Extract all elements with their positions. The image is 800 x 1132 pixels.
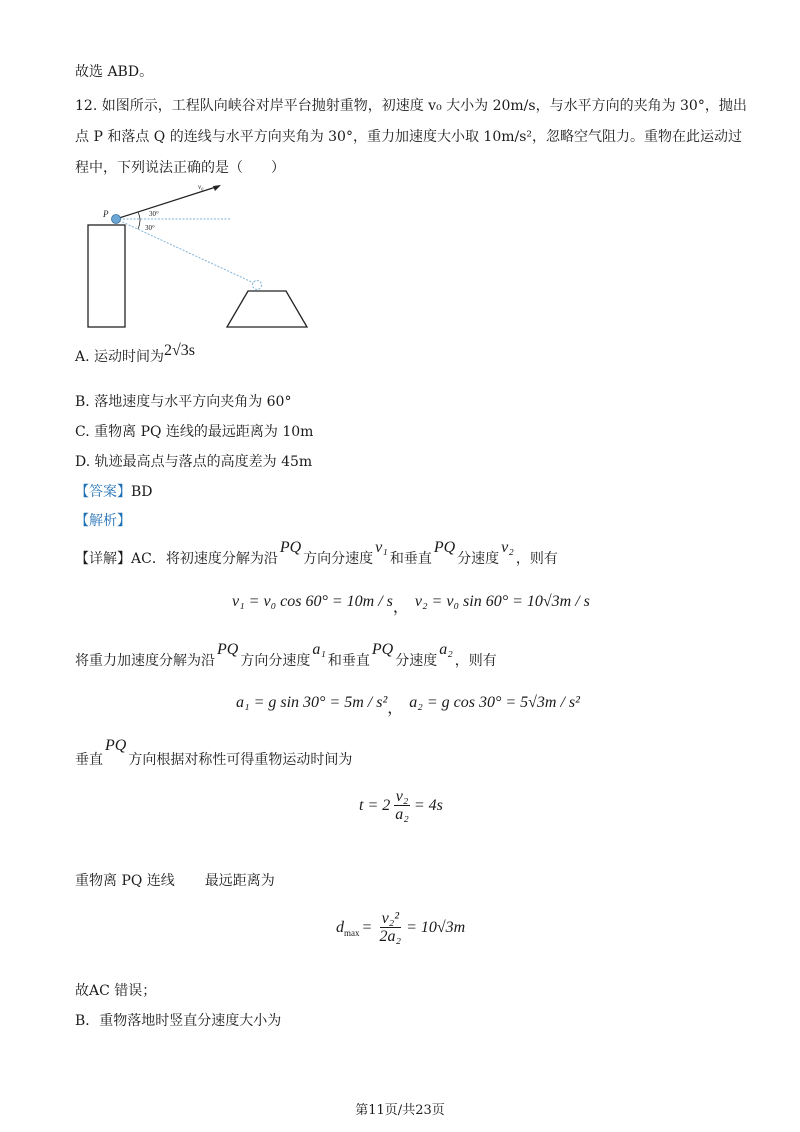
detail-line-6: B．重物落地时竖直分速度大小为 <box>75 1013 282 1029</box>
prev-answer: 故选 ABD。 <box>75 64 154 80</box>
ball-q <box>253 281 262 290</box>
option-b: B. 落地速度与水平方向夹角为 60° <box>75 394 292 410</box>
answer-row <box>75 482 153 502</box>
pq-line <box>116 219 256 284</box>
detail-line2-a1: a₁ <box>312 641 326 658</box>
detail-line-2 <box>75 641 497 673</box>
eq3-rhs: = 4s <box>413 796 443 814</box>
angle-arc-top <box>138 212 140 219</box>
eq1-right: v₂ = v₀ sin 60° = 10√3m / s <box>414 593 590 610</box>
detail-label: 【详解】 <box>75 551 131 567</box>
option-a-value: 2√3s <box>164 342 196 359</box>
equation-1 <box>232 590 590 614</box>
detail-line3-b: 方向根据对称性可得重物运动时间为 <box>128 752 353 768</box>
detail-line-3 <box>75 737 353 772</box>
angle-arc-bottom <box>138 219 140 229</box>
detail-line2-a: 将重力加速度分解为沿 <box>75 653 215 669</box>
projectile-figure <box>80 180 320 335</box>
eq3-num: v₂ <box>395 788 409 805</box>
question-number: 12. <box>75 98 98 114</box>
option-c: C. 重物离 PQ 连线的最远距离为 10m <box>75 424 314 440</box>
detail-line-1 <box>75 539 558 571</box>
question-line-3: 程中，下列说法正确的是（ ） <box>75 160 285 176</box>
eq4-den: 2a₂ <box>379 928 402 945</box>
detail-line2-pq: PQ <box>217 641 239 658</box>
eq2-sep: ， <box>387 700 404 717</box>
equation-4 <box>336 910 465 945</box>
detail-line3-a: 垂直 <box>75 752 103 768</box>
eq2-left: a₁ = g sin 30° = 5m / s² <box>236 694 388 711</box>
option-a <box>75 343 195 371</box>
answer-label: 【答案】 <box>75 484 131 500</box>
eq3-lhs: t = 2 <box>359 796 391 814</box>
label-angle-top: 30° <box>149 210 159 218</box>
option-d: D. 轨迹最高点与落点的高度差为 45m <box>75 454 313 470</box>
label-angle-bottom: 30° <box>145 224 155 232</box>
detail-line2-c: 和垂直 <box>327 653 370 669</box>
eq3-fraction <box>393 788 411 823</box>
eq4-fraction <box>378 910 404 945</box>
right-platform <box>227 291 307 327</box>
eq4-num: v₂² <box>381 910 400 927</box>
detail-line4-b: 最远距离为 <box>204 873 275 889</box>
detail-line2-pq2: PQ <box>371 641 394 658</box>
eq4-lhs: d <box>336 918 344 936</box>
detail-line2-b: 方向分速度 <box>240 653 311 669</box>
detail-line1-pq2: PQ <box>433 539 456 556</box>
detail-line2-d: 分速度 <box>395 653 438 669</box>
equation-2 <box>236 691 580 715</box>
eq1-left: v₁ = v₀ cos 60° = 10m / s <box>232 593 393 610</box>
label-v0: v₀ <box>198 183 204 191</box>
eq2-right: a₂ = g cos 30° = 5√3m / s² <box>409 694 580 711</box>
v0-arrowhead <box>213 185 221 191</box>
detail-line1-e: ，则有 <box>515 551 558 567</box>
eq4-rhs: = 10√3m <box>406 918 466 936</box>
option-a-text: A. 运动时间为 <box>75 349 165 365</box>
v0-arrow <box>116 186 219 219</box>
eq4-eq: = <box>362 918 372 936</box>
analysis-label: 【解析】 <box>75 513 131 529</box>
question-line-2: 点 P 和落点 Q 的连线与水平方向夹角为 30°，重力加速度大小取 10m/s²，忽略空气阻力。重物在此运动过 <box>75 129 743 145</box>
detail-line2-e: ，则有 <box>454 653 497 669</box>
detail-line-4 <box>75 871 275 891</box>
detail-line-5: 故AC 错误； <box>75 983 157 999</box>
detail-line1-v2: v₂ <box>501 539 514 556</box>
detail-line2-a2: a₂ <box>439 641 453 658</box>
detail-line1-c: 和垂直 <box>389 551 432 567</box>
detail-line1-b: 方向分速度 <box>303 551 374 567</box>
detail-line1-pq: PQ <box>279 539 302 556</box>
detail-line1-v1: v₁ <box>375 539 388 556</box>
eq4-lhs-sub: max <box>344 927 360 938</box>
detail-line1-a: AC．将初速度分解为沿 <box>131 551 278 567</box>
eq3-den: a₂ <box>395 806 409 823</box>
detail-line3-pq: PQ <box>105 737 127 754</box>
left-cliff <box>88 225 125 327</box>
answer-value: BD <box>131 484 153 500</box>
ball-p <box>112 215 121 224</box>
page-footer: 第11页/共23页 <box>355 1103 445 1118</box>
equation-3 <box>359 788 443 823</box>
question-line-1 <box>75 96 747 116</box>
detail-line4-a: 重物离 PQ 连线 <box>75 873 175 889</box>
detail-line1-d: 分速度 <box>457 551 500 567</box>
label-p: P <box>103 209 109 219</box>
question-text-1: 如图所示，工程队向峡谷对岸平台抛射重物，初速度 v₀ 大小为 20m/s，与水平方向的夹角为 30°，抛出 <box>101 98 747 114</box>
eq1-sep: ， <box>392 599 409 616</box>
